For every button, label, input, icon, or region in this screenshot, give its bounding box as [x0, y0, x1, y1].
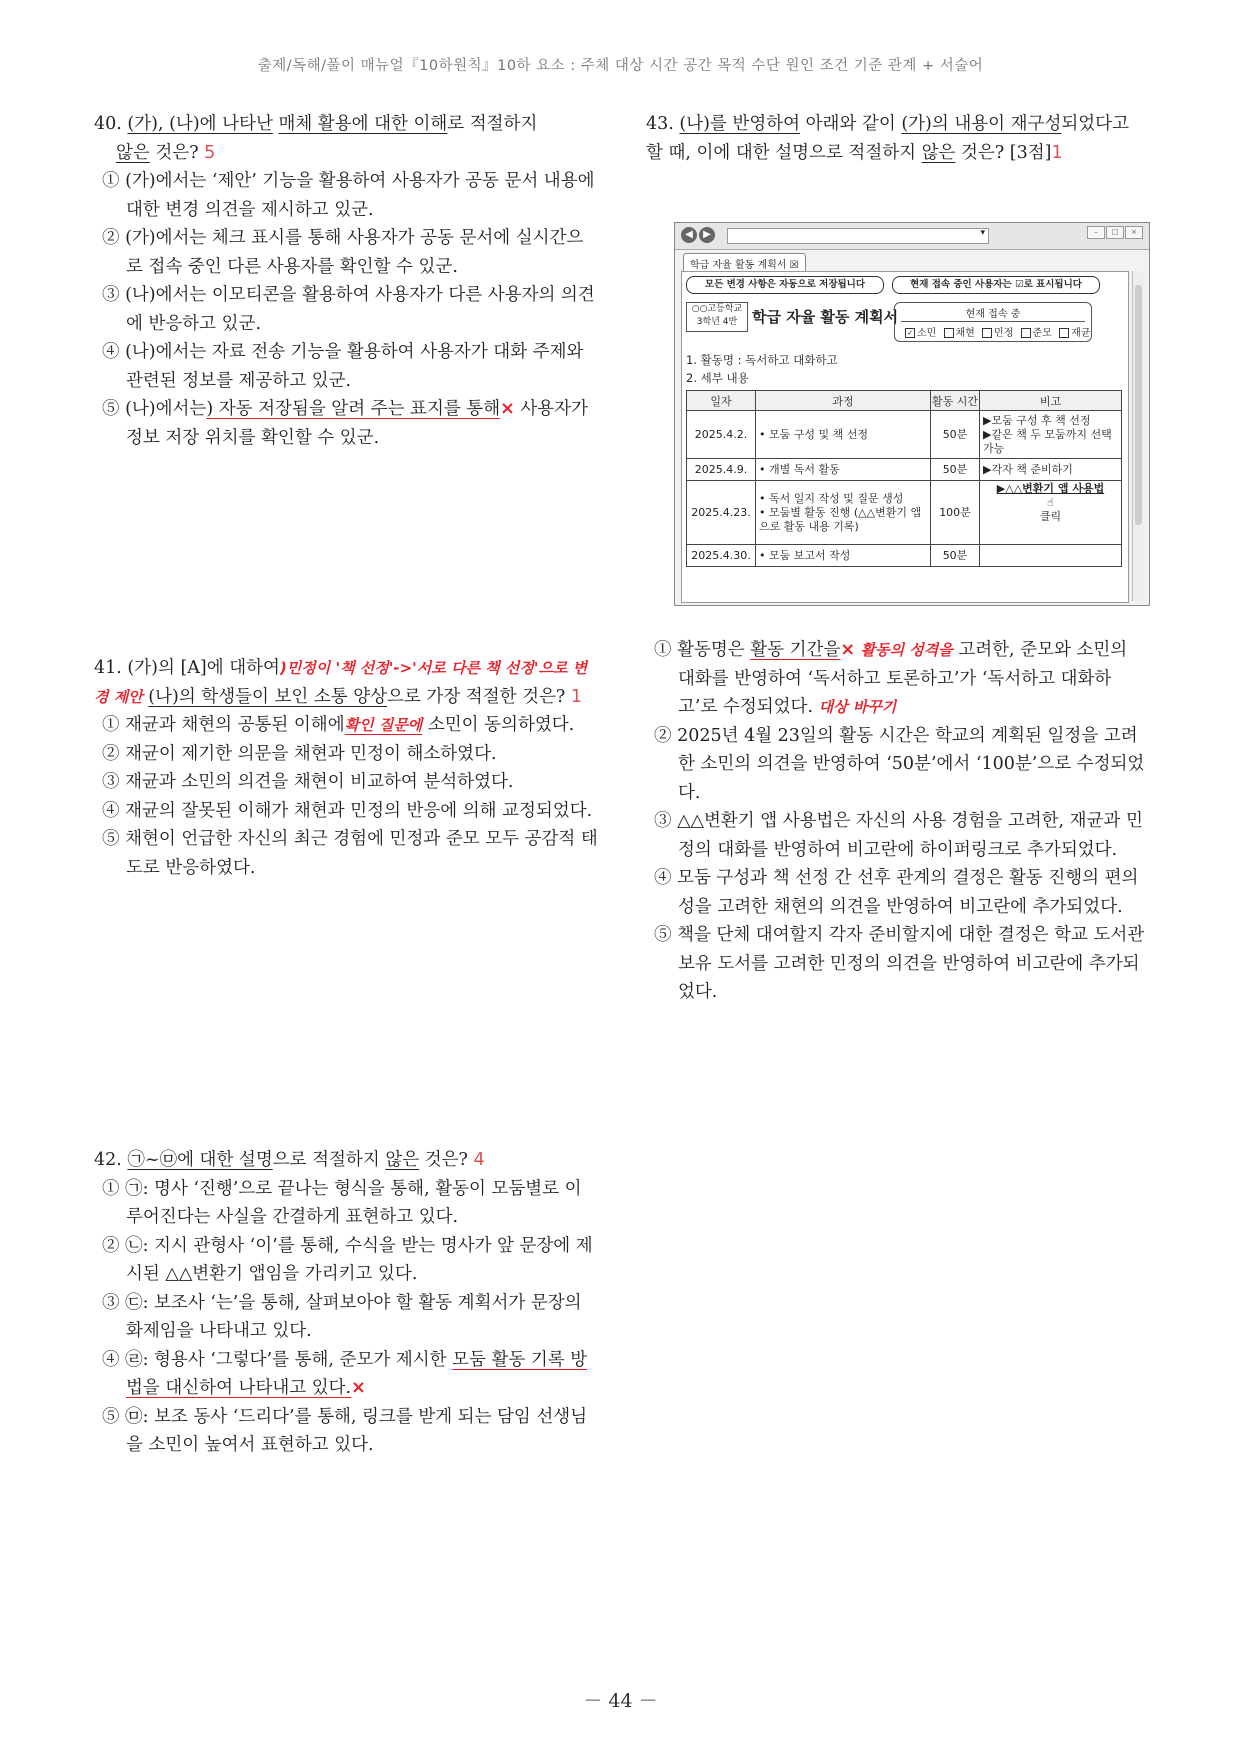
answer-mark: 1 — [1051, 142, 1063, 163]
col-header: 비고 — [980, 391, 1122, 411]
page-number: － 44 － — [583, 1690, 658, 1712]
stem-text: 않은 — [116, 142, 150, 163]
stem-text: 것은? [3점] — [961, 142, 1052, 163]
autosave-notice: 모든 변경 사항은 자동으로 저장됩니다 — [686, 276, 884, 294]
option-text: ) 자동 저장됨을 알려 주는 표지를 통해 — [206, 399, 501, 419]
option-text: ① 재균과 채현의 공통된 이해에 — [102, 715, 345, 735]
browser-toolbar — [675, 223, 1149, 250]
question-number: 42. — [94, 1150, 122, 1170]
minimize-icon[interactable]: – — [1087, 226, 1105, 239]
stem-text: 아래와 같이 — [805, 114, 896, 134]
wrong-mark: × — [840, 640, 856, 660]
question-42 — [94, 1146, 598, 1460]
checkbox — [1021, 328, 1031, 338]
option-5 — [94, 395, 598, 452]
stem-text: (가), (나)에 나타난 — [127, 114, 273, 134]
cell-date: 2025.4.9. — [687, 459, 756, 481]
scrollbar[interactable] — [1132, 271, 1145, 601]
checkbox — [982, 328, 992, 338]
option-2: ② 재균이 제기한 의문을 채현과 민정이 해소하였다. — [102, 743, 497, 764]
cell-time: 100분 — [931, 481, 980, 545]
question-number: 40. — [94, 114, 122, 134]
page-header: 출제/독해/풀이 매뉴얼『10하원칙』10하 요소 : 주체 대상 시간 공간 목적 수단 원인 조건 기준 관계 + 서술어 — [257, 58, 984, 74]
option-text: ① 활동명은 — [654, 640, 745, 660]
handwritten-note: 대상 바꾸기 — [818, 698, 897, 716]
cell-date: 2025.4.30. — [687, 545, 756, 567]
back-icon[interactable]: ◀ — [681, 227, 697, 243]
click-label: 클릭 — [1039, 510, 1062, 523]
stem-text: 으로 적절하지 — [272, 1150, 380, 1170]
tab-plan[interactable] — [683, 253, 806, 273]
process-line: • 모둠별 활동 진행 (△△변환기 앱으로 활동 내용 기록) — [759, 505, 922, 533]
cell-process: • 모둠 보고서 작성 — [756, 545, 931, 567]
stem-text: ㉠~㉤에 대한 설명 — [127, 1150, 273, 1170]
option-text: ④ ㉣: 형용사 ‘그렇다’를 통해, 준모가 제시한 — [102, 1349, 447, 1370]
wrong-mark: × — [500, 399, 515, 419]
question-41-stem — [94, 654, 598, 711]
handwritten-note: 활동의 성격을 — [860, 641, 953, 659]
option-3: ③ △△변환기 앱 사용법은 자신의 사용 경험을 고려한, 재균과 민정의 대화를 반영하여 비고란에 하이퍼링크로 추가되었다. — [654, 811, 1143, 860]
checkbox — [944, 328, 954, 338]
cell-note: ▶각자 책 준비하기 — [980, 459, 1122, 481]
stem-text: (나)의 학생들이 보인 소통 양상 — [148, 686, 388, 707]
option-5: ⑤ 책을 단체 대여할지 각자 준비할지에 대한 결정은 학교 도서관 보유 도서를 고려한 민정의 의견을 반영하여 비고란에 추가되었다. — [654, 925, 1145, 1002]
question-43-stem — [646, 110, 1148, 167]
scrollbar-thumb[interactable] — [1135, 285, 1142, 525]
activity-name: 1. 활동명 : 독서하고 대화하고 — [686, 353, 838, 367]
option-1: ① (가)에서는 ‘제안’ 기능을 활용하여 사용자가 공동 문서 내용에 대한 변경 의견을 제시하고 있군. — [102, 171, 595, 220]
answer-mark: 4 — [473, 1150, 485, 1170]
tab-close-icon[interactable]: ☒ — [789, 260, 799, 271]
cell-note[interactable] — [980, 481, 1122, 545]
option-text: 소민이 동의하였다. — [422, 715, 575, 735]
cell-date: 2025.4.23. — [687, 481, 756, 545]
checkbox-checked: ✓ — [905, 328, 915, 338]
question-42-stem — [94, 1146, 598, 1175]
address-bar[interactable] — [727, 228, 989, 244]
handwritten-note: )민정이 '책 선정'->'서로 다른 책 선정'으로 변경 제안 — [94, 659, 588, 706]
stem-text: 매체 활용에 대한 이해 — [278, 114, 448, 134]
cell-time: 50분 — [931, 411, 980, 459]
cell-note — [980, 545, 1122, 567]
table-row — [687, 545, 1122, 567]
question-40-stem — [94, 110, 598, 167]
user-name: 준모 — [1032, 328, 1052, 339]
user-name: 재균 — [1071, 328, 1091, 339]
option-4: ④ 재균의 잘못된 이해가 채현과 민정의 반응에 의해 교정되었다. — [102, 800, 593, 821]
option-text: ⑤ (나)에서는 — [102, 399, 207, 419]
user-name: 채현 — [955, 328, 975, 339]
wrong-mark: × — [351, 1378, 366, 1398]
tab-bar — [683, 253, 806, 273]
document-area — [681, 271, 1129, 603]
stem-text: 것은? — [155, 142, 199, 163]
option-2: ② (가)에서는 체크 표시를 통해 사용자가 공동 문서에 실시간으로 접속 중인 다른 사용자를 확인할 수 있군. — [102, 228, 584, 277]
browser-window — [674, 222, 1150, 606]
cell-process — [756, 481, 931, 545]
online-users-list — [901, 324, 1090, 339]
class-label — [686, 302, 748, 332]
online-users-box — [894, 302, 1092, 342]
cell-date: 2025.4.2. — [687, 411, 756, 459]
handwritten-note: 확인 질문에 — [344, 716, 423, 734]
process-line: • 독서 일지 작성 및 질문 생성 — [759, 491, 904, 505]
option-3: ③ 재균과 소민의 의견을 채현이 비교하여 분석하였다. — [102, 772, 514, 792]
table-row — [687, 481, 1122, 545]
stem-text: 로 적절하지 — [447, 114, 538, 134]
cell-process: • 모둠 구성 및 책 선정 — [756, 411, 931, 459]
stem-text: 것은? — [424, 1150, 468, 1170]
user-name: 민정 — [994, 328, 1014, 339]
question-41 — [94, 654, 598, 882]
table-row — [687, 411, 1122, 459]
online-users-title: 현재 접속 중 — [965, 309, 1021, 320]
option-4: ④ 모둠 구성과 책 선정 간 선후 관계의 결정은 활동 진행의 편의성을 고려한 채현의 의견을 반영하여 비고란에 추가되었다. — [654, 868, 1139, 917]
maximize-icon[interactable]: □ — [1106, 226, 1124, 239]
answer-mark: 5 — [204, 142, 216, 163]
checkbox — [1059, 328, 1069, 338]
stem-text: (가)의 [A]에 대하여 — [127, 658, 280, 678]
option-4: ④ (나)에서는 자료 전송 기능을 활용하여 사용자가 대화 주제와 관련된 정보를 제공하고 있군. — [102, 342, 584, 391]
answer-mark: 1 — [570, 686, 582, 707]
option-2: ② ㉡: 지시 관형사 ‘이’를 통해, 수식을 받는 명사가 앞 문장에 제시된 △△변환기 앱임을 가리키고 있다. — [102, 1235, 593, 1284]
col-header: 과정 — [756, 391, 931, 411]
col-header: 활동 시간 — [931, 391, 980, 411]
dropdown-icon[interactable]: ▾ — [980, 228, 985, 238]
app-guide-link[interactable]: ▶△△변환기 앱 사용법 — [996, 482, 1105, 495]
option-5: ⑤ 채현이 언급한 자신의 최근 경험에 민정과 준모 모두 공감적 태도로 반응하였다. — [102, 829, 598, 878]
option-1 — [646, 636, 1148, 722]
option-2: ② 2025년 4월 23일의 활동 시간은 학교의 계획된 일정을 고려한 소민의 의견을 반영하여 ‘50분’에서 ‘100분’으로 수정되었다. — [654, 725, 1145, 803]
cell-process: • 개별 독서 활동 — [756, 459, 931, 481]
stem-text: (가)의 내용이 재구성 — [901, 114, 1062, 134]
cell-time: 50분 — [931, 545, 980, 567]
user-name: 소민 — [917, 328, 937, 339]
cell-note — [980, 411, 1122, 459]
question-43 — [646, 110, 1148, 167]
school-name: ○○고등학교 — [691, 304, 743, 314]
question-number: 43. — [646, 114, 674, 134]
col-header: 일자 — [687, 391, 756, 411]
option-4 — [94, 1346, 598, 1403]
note-line: ▶같은 책 두 모둠까지 선택 가능 — [983, 427, 1112, 455]
stem-text: (나)를 반영하여 — [679, 114, 801, 134]
stem-text: 되었다고 할 때, 이에 대한 설명으로 적절하지 — [646, 114, 1129, 163]
class-name: 3학년 4반 — [696, 317, 738, 327]
question-43-options — [646, 636, 1148, 1007]
option-text: 활동 기간을 — [750, 640, 841, 660]
close-icon[interactable]: × — [1125, 226, 1143, 239]
option-text: 고려한, 준모와 소민의 대화를 반영하여 ‘독서하고 토론하고’가 ‘독서하고 대화하고’로 수정되었다. — [678, 640, 1128, 717]
cell-time: 50분 — [931, 459, 980, 481]
pointer-icon: ☝ — [1047, 496, 1054, 509]
stem-text: 않은 — [921, 142, 956, 163]
checkbox-notice: 현재 접속 중인 사용자는 ☑로 표시됩니다 — [892, 276, 1100, 294]
forward-icon[interactable]: ▶ — [699, 227, 715, 243]
question-40 — [94, 110, 598, 452]
question-number: 41. — [94, 658, 122, 678]
option-5: ⑤ ㉤: 보조 동사 ‘드리다’를 통해, 링크를 받게 되는 담임 선생님을 소민이 높여서 표현하고 있다. — [102, 1406, 588, 1455]
tab-label: 학급 자율 활동 계획서 — [690, 260, 787, 271]
option-1 — [94, 711, 598, 740]
option-text: 모둠 활동 기록 방법을 대신하여 나타내고 있다. — [126, 1349, 588, 1398]
option-text: 사용자가 정보 저장 위치를 확인할 수 있군. — [126, 399, 588, 448]
note-line: ▶모둠 구성 후 책 선정 — [983, 413, 1091, 427]
option-3: ③ (나)에서는 이모티콘을 활용하여 사용자가 다른 사용자의 의견에 반응하고 있군. — [102, 285, 595, 334]
option-3: ③ ㉢: 보조사 ‘는’을 통해, 살펴보아야 할 활동 계획서가 문장의 화제임을 나타내고 있다. — [102, 1292, 582, 1341]
table-row — [687, 459, 1122, 481]
document-title: 학급 자율 활동 계획서 — [752, 308, 899, 326]
option-1: ① ㉠: 명사 ‘진행’으로 끝나는 형식을 통해, 활동이 모둠별로 이루어진다는 사실을 간결하게 표현하고 있다. — [102, 1178, 582, 1227]
plan-table — [686, 390, 1122, 567]
stem-text: 않은 — [385, 1150, 420, 1170]
details-heading: 2. 세부 내용 — [686, 371, 749, 385]
stem-text: 으로 가장 적절한 것은? — [387, 686, 566, 707]
